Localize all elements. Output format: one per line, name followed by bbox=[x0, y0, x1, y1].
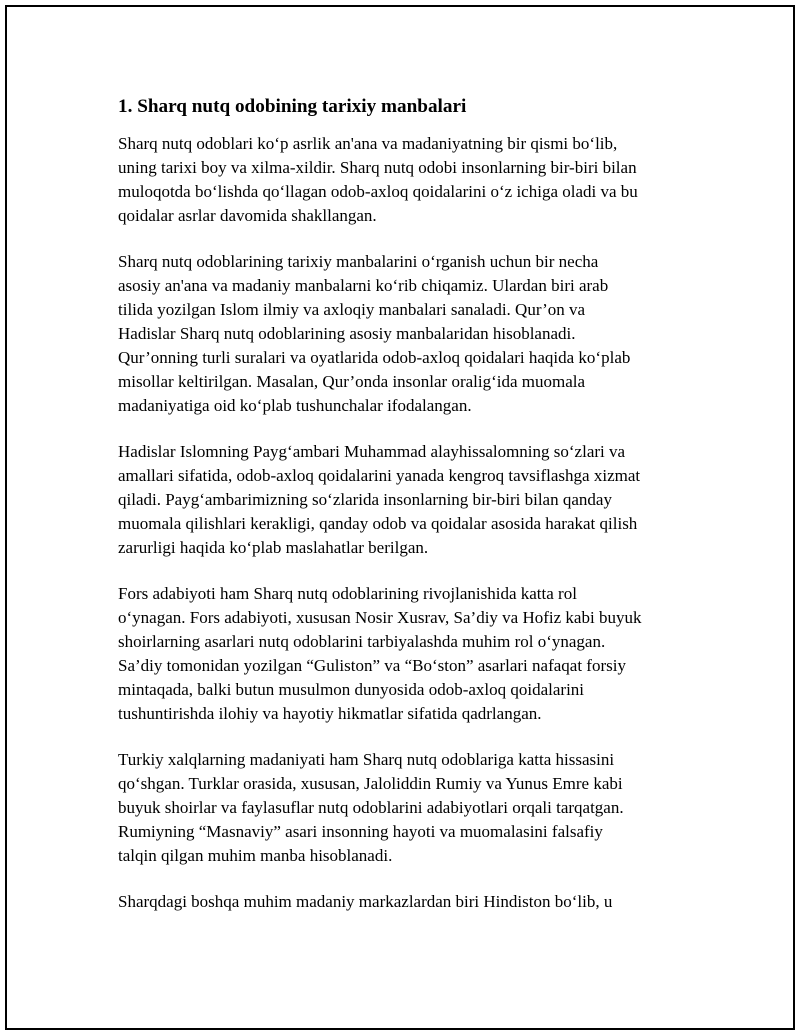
text-line: qo‘shgan. Turklar orasida, xususan, Jaloliddin Rumiy va Yunus Emre kabi bbox=[118, 774, 623, 793]
text-line: zarurligi haqida ko‘plab maslahatlar berilgan. bbox=[118, 538, 429, 557]
text-line: asosiy an'ana va madaniy manbalarni ko‘rib chiqamiz. Ulardan biri arab bbox=[118, 276, 609, 295]
text-line: Hadislar Sharq nutq odoblarining asosiy manbalaridan hisoblanadi. bbox=[118, 324, 576, 343]
text-line: Sa’diy tomonidan yozilgan “Guliston” va “Bo‘ston” asarlari nafaqat forsiy bbox=[118, 656, 626, 675]
text-line: qiladi. Payg‘ambarimizning so‘zlarida insonlarning bir-biri bilan qanday bbox=[118, 490, 612, 509]
text-line: madaniyatiga oid ko‘plab tushunchalar ifodalangan. bbox=[118, 396, 472, 415]
paragraph-1 bbox=[118, 132, 693, 228]
text-line: Rumiyning “Masnaviy” asari insonning hayoti va muomalasini falsafiy bbox=[118, 822, 603, 841]
text-line: Hadislar Islomning Payg‘ambari Muhammad alayhissalomning so‘zlari va bbox=[118, 442, 626, 461]
text-line: talqin qilgan muhim manba hisoblanadi. bbox=[118, 846, 393, 865]
text-line: misollar keltirilgan. Masalan, Qur’onda insonlar oralig‘ida muomala bbox=[118, 372, 586, 391]
text-line: Turkiy xalqlarning madaniyati ham Sharq nutq odoblariga katta hissasini bbox=[118, 750, 615, 769]
text-line: qoidalar asrlar davomida shakllangan. bbox=[118, 206, 377, 225]
paragraph-3 bbox=[118, 440, 693, 560]
document-body bbox=[118, 94, 693, 936]
text-line: buyuk shoirlar va faylasuflar nutq odoblarini adabiyotlari orqali tarqatgan. bbox=[118, 798, 624, 817]
text-line: o‘ynagan. Fors adabiyoti, xususan Nosir Xusrav, Sa’diy va Hofiz kabi buyuk bbox=[118, 608, 642, 627]
text-line: Qur’onning turli suralari va oyatlarida odob-axloq qoidalari haqida ko‘plab bbox=[118, 348, 631, 367]
text-line: amallari sifatida, odob-axloq qoidalarini yanada kengroq tavsiflashga xizmat bbox=[118, 466, 641, 485]
paragraph-2 bbox=[118, 250, 693, 418]
paragraph-4 bbox=[118, 582, 693, 726]
text-line: Fors adabiyoti ham Sharq nutq odoblarining rivojlanishida katta rol bbox=[118, 584, 577, 603]
text-line: shoirlarning asarlari nutq odoblarini tarbiyalashda muhim rol o‘ynagan. bbox=[118, 632, 606, 651]
paragraph-6 bbox=[118, 890, 693, 914]
text-line: mintaqada, balki butun musulmon dunyosida odob-axloq qoidalarini bbox=[118, 680, 585, 699]
text-line: uning tarixi boy va xilma-xildir. Sharq nutq odobi insonlarning bir-biri bilan bbox=[118, 158, 637, 177]
text-line: Sharq nutq odoblarining tarixiy manbalarini o‘rganish uchun bir necha bbox=[118, 252, 599, 271]
text-line: Sharqdagi boshqa muhim madaniy markazlardan biri Hindiston bo‘lib, u bbox=[118, 892, 613, 911]
text-line: muloqotda bo‘lishda qo‘llagan odob-axloq qoidalarini o‘z ichiga oladi va bu bbox=[118, 182, 638, 201]
text-line: tilida yozilgan Islom ilmiy va axloqiy manbalari sanaladi. Qur’on va bbox=[118, 300, 586, 319]
paragraph-5 bbox=[118, 748, 693, 868]
text-line: tushuntirishda ilohiy va hayotiy hikmatlar sifatida qadrlangan. bbox=[118, 704, 542, 723]
section-heading: 1. Sharq nutq odobining tarixiy manbalari bbox=[118, 96, 467, 117]
text-line: Sharq nutq odoblari ko‘p asrlik an'ana va madaniyatning bir qismi bo‘lib, bbox=[118, 134, 618, 153]
text-line: muomala qilishlari kerakligi, qanday odob va qoidalar asosida harakat qilish bbox=[118, 514, 638, 533]
